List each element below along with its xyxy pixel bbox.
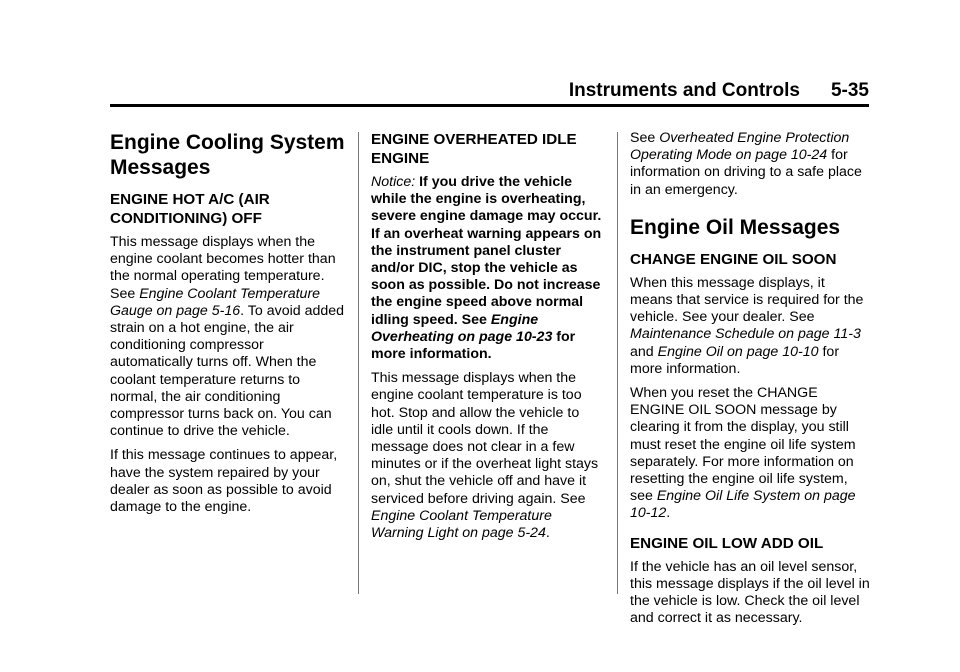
page-number: 5-35	[830, 80, 869, 101]
paragraph-text: .	[545, 525, 550, 542]
paragraph	[630, 275, 870, 378]
paragraph-text: .	[666, 505, 671, 522]
notice-paragraph	[371, 174, 603, 363]
column-2	[371, 130, 603, 549]
cross-reference-link[interactable]: Engine Oil Life System on page 10-12	[630, 488, 856, 522]
cross-reference-link[interactable]: Engine Coolant Temperature Warning Light on page 5-24	[371, 507, 552, 542]
paragraph	[630, 385, 870, 523]
paragraph-text: When this message displays, it means that service is required for the vehicle. See your dealer. See	[630, 274, 864, 326]
paragraph: If this message continues to appear, have the system repaired by your dealer as soon as possible to avoid damage to the engine.	[110, 447, 338, 516]
column-1	[110, 130, 348, 523]
paragraph: If the vehicle has an oil level sensor, this message displays if the oil level in the vehicle is low. Check the oil level and correct it as necessary.	[630, 558, 870, 627]
subheading-engine-oil-low-add-oil: ENGINE OIL LOW ADD OIL	[630, 534, 824, 552]
paragraph-text: This message displays when the engine coolant temperature is too hot. Stop and allow the vehicle to idle until it cools down. If the message does not clear in a few minutes or if the overheat light stays on, shut the vehicle off and have it serviced before driving again. See	[371, 370, 599, 507]
column-divider	[358, 132, 359, 594]
paragraph	[371, 370, 603, 542]
heading-engine-oil-messages: Engine Oil Messages	[630, 215, 841, 239]
paragraph	[630, 130, 870, 199]
column-divider	[617, 132, 618, 594]
notice-label: Notice:	[371, 174, 416, 190]
subheading-engine-hot-ac-off: ENGINE HOT A/C (AIR CONDITIONING) OFF	[110, 191, 270, 227]
paragraph-text: and	[630, 343, 658, 360]
header-rule	[110, 104, 869, 107]
cross-reference-link[interactable]: Engine Coolant Temperature Gauge on page 5-16	[110, 285, 321, 319]
section-title: Instruments and Controls	[568, 80, 800, 101]
notice-text: for more information.	[371, 328, 576, 363]
paragraph-text: for more information.	[630, 343, 840, 377]
cross-reference-link[interactable]: Engine Oil on page 10-10	[657, 343, 819, 360]
subheading-change-engine-oil-soon: CHANGE ENGINE OIL SOON	[630, 250, 837, 268]
paragraph-text: See	[630, 130, 660, 146]
subheading-engine-overheated-idle-engine: ENGINE OVERHEATED IDLE ENGINE	[371, 131, 577, 167]
cross-reference-link[interactable]: Maintenance Schedule on page 11-3	[630, 326, 861, 343]
heading-engine-cooling-system-messages: Engine Cooling System Messages	[110, 131, 345, 179]
paragraph-text: When you reset the CHANGE ENGINE OIL SOON message by clearing it from the display, you still must reset the engine oil life system separately. For more information on resetting the engine oil life system, see	[630, 385, 856, 505]
paragraph-text: for information on driving to a safe place in an emergency.	[630, 147, 862, 198]
paragraph-text: . To avoid added strain on a hot engine, the air conditioning compressor automatically turns off. When the coolant temperature returns to normal, the air conditioning compressor turns back on. You can continue to drive the vehicle.	[110, 302, 345, 440]
cross-reference-link[interactable]: Overheated Engine Protection Operating Mode on page 10-24	[630, 130, 850, 164]
paragraph-text: This message displays when the engine coolant becomes hotter than the normal operating temperature. See	[110, 234, 336, 302]
column-3	[630, 130, 870, 634]
cross-reference-link[interactable]: Engine Overheating on page 10-23	[371, 311, 553, 345]
notice-text: If you drive the vehicle while the engine is overheating, severe engine damage may occur. If an overheat warning appears on the instrument panel cluster and/or DIC, stop the vehicle as soon as possible. Do not increase the engine speed above normal idling speed. See	[371, 174, 602, 328]
paragraph	[110, 234, 348, 440]
